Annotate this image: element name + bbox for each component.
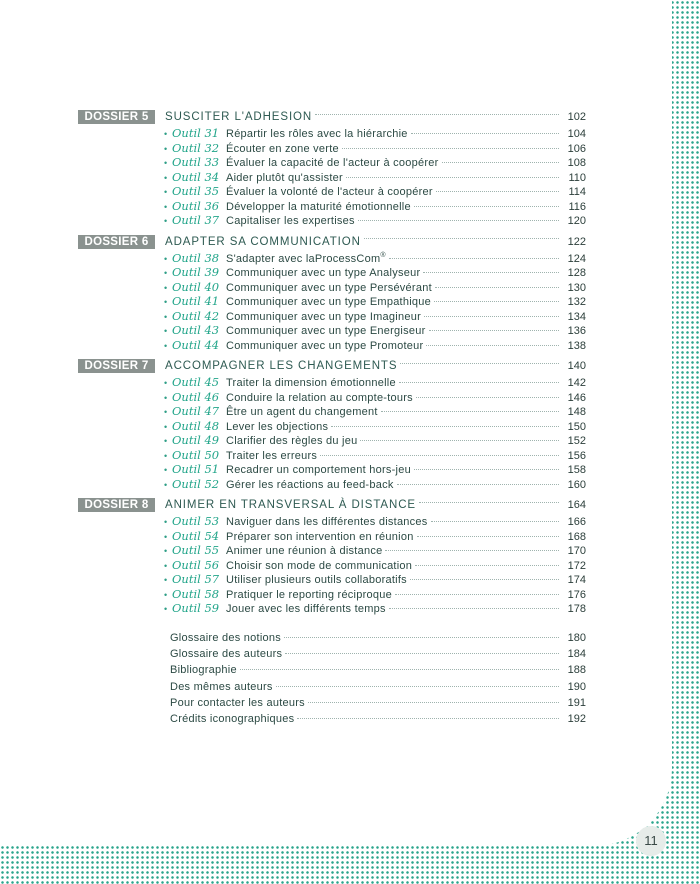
tool-title-text: Gérer les réactions au feed-back bbox=[226, 478, 394, 491]
tool-title-text: Évaluer la volonté de l'acteur à coopérer bbox=[226, 186, 433, 198]
dot-leader bbox=[389, 258, 559, 259]
bullet-icon: • bbox=[164, 297, 168, 307]
tool-number: Outil 55 bbox=[172, 543, 220, 557]
dot-leader bbox=[308, 702, 559, 703]
dot-leader bbox=[414, 206, 559, 207]
tool-title-text: Conduire la relation au compte-tours bbox=[226, 391, 413, 404]
annex-entry[interactable] bbox=[170, 632, 586, 648]
tool-entry[interactable] bbox=[78, 587, 586, 602]
dossier-heading[interactable] bbox=[78, 357, 586, 375]
annex-page: 190 bbox=[567, 680, 586, 693]
dot-leader bbox=[424, 316, 559, 317]
tool-page: 120 bbox=[567, 215, 586, 227]
annex-page: 180 bbox=[567, 631, 586, 644]
bullet-icon: • bbox=[164, 575, 168, 585]
dot-leader bbox=[397, 484, 559, 485]
dot-leader bbox=[320, 455, 559, 456]
tool-title-text: Développer la maturité émotionnelle bbox=[226, 200, 411, 213]
dot-leader bbox=[416, 397, 559, 398]
tool-page: 148 bbox=[567, 406, 586, 418]
dot-leader bbox=[410, 579, 559, 580]
dot-leader bbox=[381, 411, 559, 412]
tool-entry[interactable] bbox=[78, 558, 586, 573]
tool-title-text: Aider plutôt qu'assister bbox=[226, 171, 343, 184]
tool-number: Outil 36 bbox=[172, 198, 220, 213]
tool-title-text: Communiquer avec un type Analyseur bbox=[226, 267, 421, 279]
tool-title bbox=[226, 143, 339, 155]
tool-number: Outil 38 bbox=[172, 250, 220, 265]
tool-title bbox=[226, 172, 343, 184]
tool-number: Outil 48 bbox=[172, 418, 220, 433]
tool-title-text: Évaluer la capacité de l'acteur à coopérer bbox=[226, 157, 439, 169]
tool-number: Outil 43 bbox=[172, 323, 220, 337]
dossier-badge: DOSSIER 8 bbox=[78, 498, 155, 512]
tool-page: 138 bbox=[567, 339, 586, 352]
dot-leader bbox=[360, 440, 559, 441]
tool-page: 166 bbox=[567, 516, 586, 528]
annex-entry[interactable] bbox=[170, 681, 586, 697]
tool-title bbox=[226, 560, 412, 572]
dot-leader bbox=[364, 238, 559, 239]
tool-title-text: Animer une réunion à distance bbox=[226, 545, 383, 557]
bullet-icon: • bbox=[164, 129, 168, 139]
tool-number: Outil 31 bbox=[172, 126, 220, 140]
dot-leader bbox=[358, 220, 559, 221]
tool-title bbox=[226, 267, 420, 279]
dossier-title: ANIMER EN TRANSVERSAL À DISTANCE bbox=[165, 499, 416, 511]
tool-title-text: Utiliser plusieurs outils collaboratifs bbox=[226, 574, 407, 586]
annex-title: Bibliographie bbox=[170, 664, 237, 677]
bullet-icon: • bbox=[164, 311, 168, 322]
tool-title-text: Communiquer avec un type Promoteur bbox=[226, 339, 424, 352]
dossier-title: SUSCITER L'ADHESION bbox=[165, 111, 313, 123]
dossier-heading[interactable] bbox=[78, 496, 586, 514]
tool-entry[interactable] bbox=[78, 309, 586, 324]
annex-title: Pour contacter les auteurs bbox=[170, 697, 305, 710]
bullet-icon: • bbox=[164, 172, 168, 183]
tool-page: 174 bbox=[567, 574, 586, 586]
table-of-contents bbox=[78, 108, 586, 730]
tool-title bbox=[226, 516, 428, 528]
dot-leader bbox=[389, 608, 559, 609]
tool-title-text: Être un agent du changement bbox=[226, 406, 378, 418]
tool-entry[interactable] bbox=[78, 294, 586, 309]
dossier-heading[interactable] bbox=[78, 108, 586, 126]
dot-leader bbox=[435, 287, 559, 288]
tool-page: 152 bbox=[567, 435, 586, 447]
bullet-icon: • bbox=[164, 407, 168, 417]
annex-entry[interactable] bbox=[170, 697, 586, 713]
tool-entry[interactable] bbox=[78, 155, 586, 170]
tool-title bbox=[226, 421, 328, 433]
tool-page: 142 bbox=[567, 377, 586, 389]
tool-number: Outil 49 bbox=[172, 433, 220, 447]
bullet-icon: • bbox=[164, 479, 168, 490]
dot-leader bbox=[342, 148, 559, 149]
dot-leader bbox=[419, 502, 559, 503]
bullet-icon: • bbox=[164, 604, 168, 614]
tool-entry[interactable] bbox=[78, 170, 586, 185]
tool-number: Outil 58 bbox=[172, 586, 220, 601]
tool-entry[interactable] bbox=[78, 375, 586, 390]
dossier-section bbox=[78, 357, 586, 491]
bullet-icon: • bbox=[164, 517, 168, 527]
dot-leader bbox=[395, 594, 559, 595]
tool-entry[interactable] bbox=[78, 184, 586, 199]
dossier-heading[interactable] bbox=[78, 233, 586, 251]
tool-title bbox=[226, 406, 378, 418]
tool-entry[interactable] bbox=[78, 419, 586, 434]
tool-title bbox=[226, 589, 392, 601]
bullet-icon: • bbox=[164, 465, 168, 475]
dot-leader bbox=[285, 653, 559, 654]
tool-entry[interactable] bbox=[78, 543, 586, 558]
bullet-icon: • bbox=[164, 378, 168, 388]
bullet-icon: • bbox=[164, 158, 168, 168]
tool-entry[interactable] bbox=[78, 338, 586, 353]
dot-leader bbox=[431, 521, 559, 522]
dot-leader bbox=[436, 191, 559, 192]
tool-title-text: Communiquer avec un type Energiseur bbox=[226, 325, 426, 337]
tool-title-text: Écouter en zone verte bbox=[226, 142, 339, 155]
dot-leader bbox=[240, 669, 559, 670]
bullet-icon: • bbox=[164, 421, 168, 432]
tool-entry[interactable] bbox=[78, 323, 586, 338]
tool-title-text: Communiquer avec un type Empathique bbox=[226, 296, 432, 308]
tool-page: 172 bbox=[567, 559, 586, 572]
annex-page: 191 bbox=[567, 697, 586, 710]
dossier-title: ADAPTER SA COMMUNICATION bbox=[165, 235, 361, 248]
bullet-icon: • bbox=[164, 268, 168, 278]
tool-page: 146 bbox=[567, 391, 586, 404]
dot-leader bbox=[417, 536, 559, 537]
tool-title-text: S'adapter avec laProcessCom bbox=[226, 252, 381, 265]
dossier-badge: DOSSIER 5 bbox=[78, 110, 155, 124]
annex-entry[interactable] bbox=[170, 664, 586, 680]
tool-title-text: Capitaliser les expertises bbox=[226, 215, 355, 227]
tool-number: Outil 45 bbox=[172, 375, 220, 389]
tool-number: Outil 54 bbox=[172, 528, 220, 543]
dot-leader bbox=[315, 114, 559, 115]
tool-title bbox=[226, 435, 357, 447]
tool-entry[interactable] bbox=[78, 404, 586, 419]
tool-title bbox=[226, 450, 317, 462]
dossier-page: 164 bbox=[567, 499, 586, 511]
dot-leader bbox=[276, 686, 559, 687]
bullet-icon: • bbox=[164, 326, 168, 336]
dot-leader bbox=[331, 426, 559, 427]
dossier-section bbox=[78, 233, 586, 353]
tool-page: 134 bbox=[567, 310, 586, 323]
tool-page: 110 bbox=[568, 171, 586, 184]
tool-number: Outil 32 bbox=[172, 140, 220, 155]
dot-leader bbox=[423, 272, 559, 273]
tool-page: 132 bbox=[567, 296, 586, 308]
dossier-page: 122 bbox=[567, 235, 586, 248]
tool-title bbox=[226, 186, 433, 198]
bullet-icon: • bbox=[164, 546, 168, 556]
tool-entry[interactable] bbox=[78, 199, 586, 214]
page-number: 11 bbox=[636, 826, 666, 856]
tool-title bbox=[226, 464, 411, 476]
dossier-badge: DOSSIER 6 bbox=[78, 235, 155, 249]
dot-leader bbox=[346, 177, 559, 178]
tool-page: 150 bbox=[567, 420, 586, 433]
tool-title bbox=[226, 531, 414, 543]
tool-number: Outil 50 bbox=[172, 447, 220, 462]
dossier-page: 140 bbox=[567, 360, 586, 372]
tool-title-text: Jouer avec les différents temps bbox=[226, 603, 386, 615]
annex-title: Crédits iconographiques bbox=[170, 713, 295, 726]
dot-leader bbox=[426, 345, 559, 346]
tool-number: Outil 57 bbox=[172, 572, 220, 586]
bullet-icon: • bbox=[164, 216, 168, 226]
annex-page: 192 bbox=[567, 713, 586, 726]
dossier-section bbox=[78, 496, 586, 616]
bullet-icon: • bbox=[164, 201, 168, 212]
annex-list bbox=[78, 632, 586, 730]
dossier-badge: DOSSIER 7 bbox=[78, 359, 155, 373]
tool-number: Outil 47 bbox=[172, 404, 220, 418]
dot-leader bbox=[429, 330, 559, 331]
tool-page: 116 bbox=[568, 200, 586, 213]
tool-number: Outil 35 bbox=[172, 184, 220, 198]
annex-page: 184 bbox=[567, 647, 586, 660]
dot-leader bbox=[399, 382, 559, 383]
bullet-icon: • bbox=[164, 253, 168, 264]
tool-title-text: Lever les objections bbox=[226, 420, 329, 433]
bullet-icon: • bbox=[164, 187, 168, 197]
tool-title bbox=[226, 296, 431, 308]
tool-entry[interactable] bbox=[78, 213, 586, 228]
tool-entry[interactable] bbox=[78, 390, 586, 405]
tool-page: 114 bbox=[568, 186, 586, 198]
bullet-icon: • bbox=[164, 282, 168, 293]
tool-title-text: Répartir les rôles avec la hiérarchie bbox=[226, 128, 408, 140]
tool-entry[interactable] bbox=[78, 601, 586, 616]
tool-page: 136 bbox=[567, 325, 586, 337]
tool-entry[interactable] bbox=[78, 448, 586, 463]
tool-title bbox=[226, 253, 386, 265]
bullet-icon: • bbox=[164, 392, 168, 403]
tool-title-text: Choisir son mode de communication bbox=[226, 559, 413, 572]
tool-number: Outil 41 bbox=[172, 294, 220, 308]
tool-entry[interactable] bbox=[78, 462, 586, 477]
tool-title bbox=[226, 282, 432, 294]
tool-number: Outil 46 bbox=[172, 389, 220, 404]
tool-title bbox=[226, 340, 423, 352]
tool-entry[interactable] bbox=[78, 280, 586, 295]
tool-title bbox=[226, 311, 421, 323]
tool-title bbox=[226, 574, 407, 586]
dot-leader bbox=[414, 469, 559, 470]
dot-leader bbox=[411, 133, 559, 134]
dot-leader bbox=[415, 565, 559, 566]
bullet-icon: • bbox=[164, 340, 168, 351]
tool-entry[interactable] bbox=[78, 433, 586, 448]
tool-entry[interactable] bbox=[78, 251, 586, 266]
annex-entry[interactable] bbox=[170, 648, 586, 664]
tool-title bbox=[226, 325, 426, 337]
tool-number: Outil 33 bbox=[172, 155, 220, 169]
tool-number: Outil 39 bbox=[172, 265, 220, 279]
tool-number: Outil 52 bbox=[172, 476, 220, 491]
tool-number: Outil 56 bbox=[172, 557, 220, 572]
tool-number: Outil 51 bbox=[172, 462, 220, 476]
tool-entry[interactable] bbox=[78, 572, 586, 587]
tool-title-text: Traiter la dimension émotionnelle bbox=[226, 377, 396, 389]
tool-title-text: Préparer son intervention en réunion bbox=[226, 530, 414, 543]
dossier-page: 102 bbox=[567, 111, 586, 123]
tool-entry[interactable] bbox=[78, 529, 586, 544]
registered-mark: ® bbox=[380, 251, 386, 259]
tool-number: Outil 53 bbox=[172, 514, 220, 528]
annex-title: Glossaire des notions bbox=[170, 631, 282, 644]
tool-number: Outil 44 bbox=[172, 337, 220, 352]
tool-title bbox=[226, 215, 355, 227]
tool-number: Outil 59 bbox=[172, 601, 220, 615]
tool-title-text: Pratiquer le reporting réciproque bbox=[226, 588, 393, 601]
dot-leader bbox=[385, 550, 559, 551]
dot-leader bbox=[297, 718, 559, 719]
dot-leader bbox=[284, 637, 559, 638]
tool-page: 106 bbox=[567, 142, 586, 155]
dossier-title: ACCOMPAGNER LES CHANGEMENTS bbox=[165, 360, 398, 372]
tool-entry[interactable] bbox=[78, 265, 586, 280]
tool-title-text: Communiquer avec un type Imagineur bbox=[226, 310, 421, 323]
bullet-icon: • bbox=[164, 589, 168, 600]
annex-title: Des mêmes auteurs bbox=[170, 680, 273, 693]
bullet-icon: • bbox=[164, 450, 168, 461]
dot-leader bbox=[434, 301, 559, 302]
tool-title bbox=[226, 128, 408, 140]
tool-page: 108 bbox=[567, 157, 586, 169]
tool-page: 160 bbox=[567, 478, 586, 491]
tool-page: 104 bbox=[567, 128, 586, 140]
tool-title bbox=[226, 201, 411, 213]
annex-entry[interactable] bbox=[170, 713, 586, 729]
tool-page: 170 bbox=[567, 545, 586, 557]
tool-page: 156 bbox=[567, 449, 586, 462]
tool-page: 176 bbox=[567, 588, 586, 601]
tool-entry[interactable] bbox=[78, 141, 586, 156]
tool-title-text: Communiquer avec un type Persévérant bbox=[226, 281, 432, 294]
tool-title bbox=[226, 545, 382, 557]
tool-page: 124 bbox=[567, 252, 586, 265]
dossier-section bbox=[78, 108, 586, 228]
tool-title bbox=[226, 603, 386, 615]
bullet-icon: • bbox=[164, 560, 168, 571]
tool-title bbox=[226, 377, 396, 389]
tool-entry[interactable] bbox=[78, 126, 586, 141]
annex-title: Glossaire des auteurs bbox=[170, 647, 283, 660]
tool-entry[interactable] bbox=[78, 514, 586, 529]
tool-number: Outil 34 bbox=[172, 169, 220, 184]
tool-title-text: Recadrer un comportement hors-jeu bbox=[226, 464, 411, 476]
tool-number: Outil 37 bbox=[172, 213, 220, 227]
bullet-icon: • bbox=[164, 143, 168, 154]
dot-leader bbox=[400, 363, 559, 364]
tool-page: 130 bbox=[567, 281, 586, 294]
bullet-icon: • bbox=[164, 531, 168, 542]
tool-number: Outil 40 bbox=[172, 279, 220, 294]
tool-page: 178 bbox=[567, 603, 586, 615]
tool-page: 128 bbox=[567, 267, 586, 279]
tool-page: 168 bbox=[567, 530, 586, 543]
tool-number: Outil 42 bbox=[172, 308, 220, 323]
tool-title bbox=[226, 157, 439, 169]
tool-page: 158 bbox=[567, 464, 586, 476]
bullet-icon: • bbox=[164, 436, 168, 446]
tool-title-text: Traiter les erreurs bbox=[226, 449, 318, 462]
tool-entry[interactable] bbox=[78, 477, 586, 492]
annex-page: 188 bbox=[567, 664, 586, 677]
tool-title bbox=[226, 392, 413, 404]
tool-title-text: Naviguer dans les différentes distances bbox=[226, 516, 428, 528]
tool-title bbox=[226, 479, 394, 491]
dot-leader bbox=[442, 162, 559, 163]
tool-title-text: Clarifier des règles du jeu bbox=[226, 435, 358, 447]
